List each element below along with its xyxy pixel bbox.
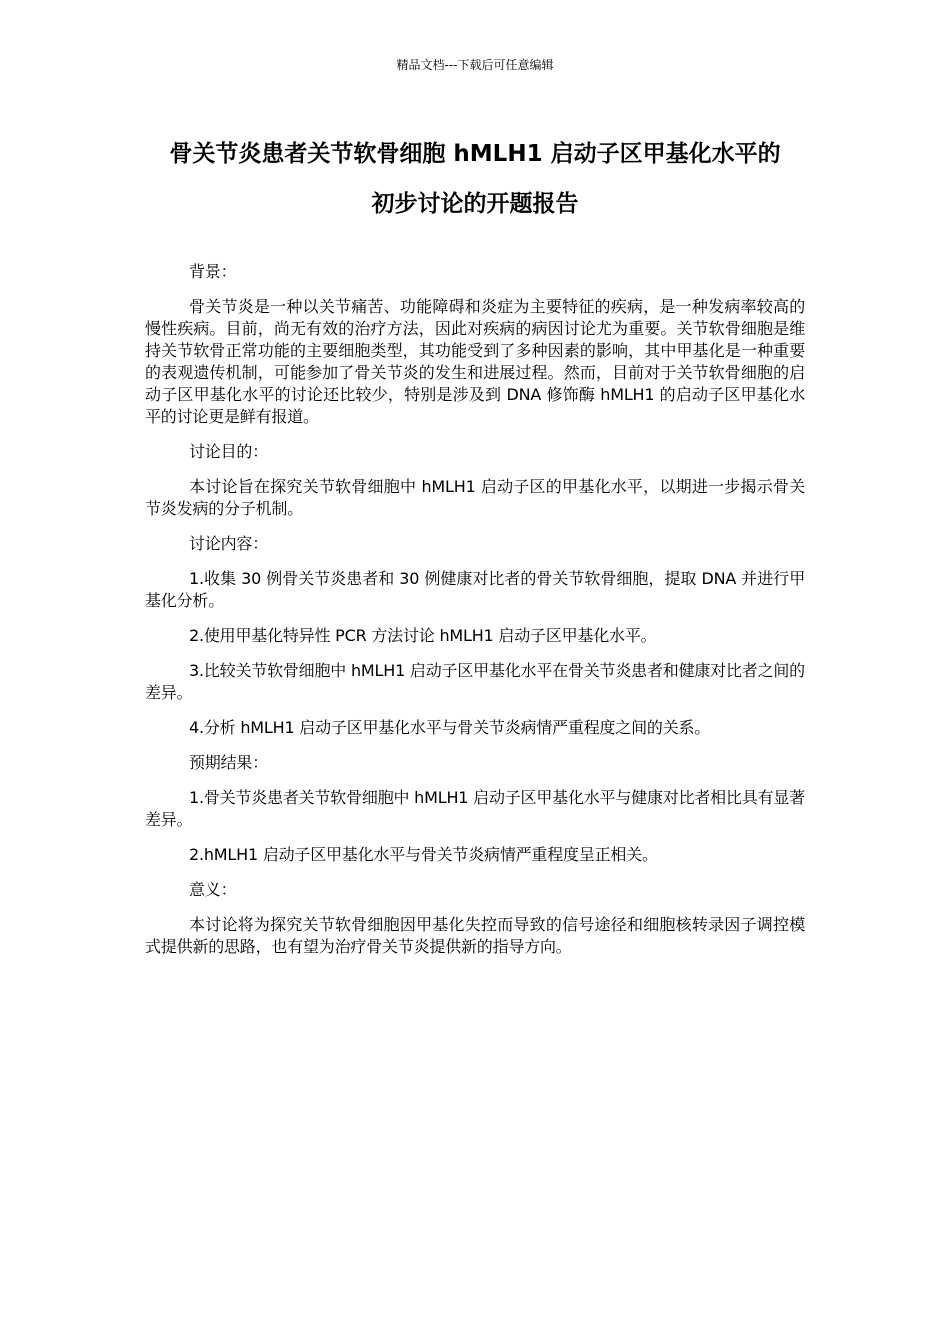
content-item-3: 3.比较关节软骨细胞中 hMLH1 启动子区甲基化水平在骨关节炎患者和健康对比者之间的差异。 [145, 661, 805, 702]
results-item-2: 2.hMLH1 启动子区甲基化水平与骨关节炎病情严重程度呈正相关。 [189, 845, 658, 864]
results-item-1: 1.骨关节炎患者关节软骨细胞中 hMLH1 启动子区甲基化水平与健康对比者相比具有显著差异。 [145, 788, 805, 829]
document-title-line-1: 骨关节炎患者关节软骨细胞 hMLH1 启动子区甲基化水平的 [169, 141, 781, 167]
significance-paragraph: 本讨论将为探究关节软骨细胞因甲基化失控而导致的信号途径和细胞核转录因子调控模式提供新的思路，也有望为治疗骨关节炎提供新的指导方向。 [145, 915, 805, 956]
significance-heading: 意义： [189, 880, 237, 899]
results-heading: 预期结果： [189, 753, 269, 772]
content-heading: 讨论内容： [189, 534, 269, 553]
background-paragraph: 骨关节炎是一种以关节痛苦、功能障碍和炎症为主要特征的疾病，是一种发病率较高的慢性疾病。目前，尚无有效的治疗方法，因此对疾病的病因讨论尤为重要。关节软骨细胞是维持关节软骨正常功能的主要细胞类型，其功能受到了多种因素的影响，其中甲基化是一种重要的表观遗传机制，可能参加了骨关节炎的发生和进展过程。然而，目前对于关节软骨细胞的启动子区甲基化水平的讨论还比较少，特别是涉及到 DNA 修饰酶 hMLH1 的启动子区甲基化水平的讨论更是鲜有报道。 [145, 297, 805, 426]
document-title-line-2: 初步讨论的开题报告 [371, 191, 579, 217]
purpose-heading: 讨论目的： [189, 442, 269, 461]
background-heading: 背景： [189, 262, 237, 281]
content-item-2: 2.使用甲基化特异性 PCR 方法讨论 hMLH1 启动子区甲基化水平。 [189, 626, 657, 645]
purpose-paragraph: 本讨论旨在探究关节软骨细胞中 hMLH1 启动子区的甲基化水平，以期进一步揭示骨关节炎发病的分子机制。 [145, 477, 805, 518]
document-body [145, 261, 805, 971]
header-note: 精品文档---下载后可任意编辑 [396, 58, 554, 72]
content-item-4: 4.分析 hMLH1 启动子区甲基化水平与骨关节炎病情严重程度之间的关系。 [189, 718, 711, 737]
content-item-1: 1.收集 30 例骨关节炎患者和 30 例健康对比者的骨关节软骨细胞，提取 DNA 并进行甲基化分析。 [145, 569, 805, 610]
